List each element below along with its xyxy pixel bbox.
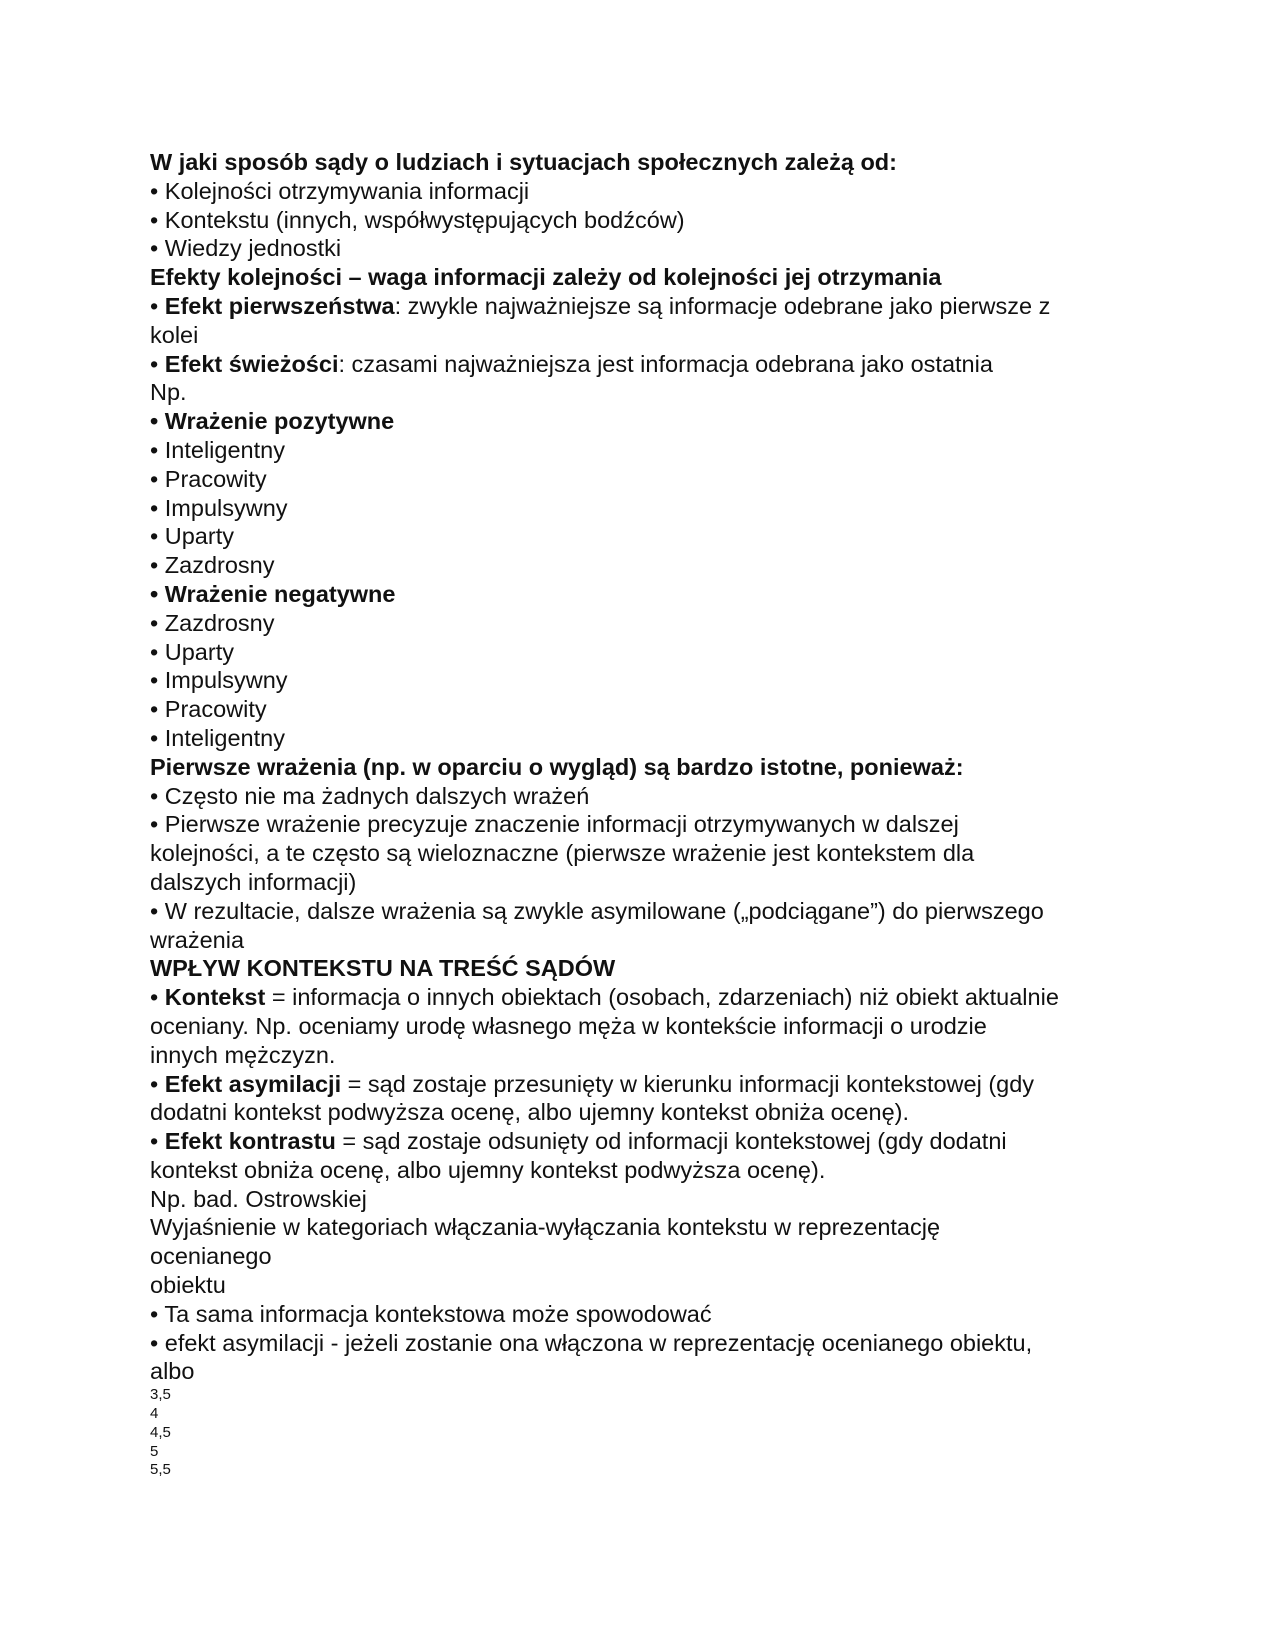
bullet: • xyxy=(150,552,159,579)
list-item-continuation: kolejności, a te często są wieloznaczne (pierwsze wrażenie jest kontekstem dla xyxy=(150,840,975,867)
bullet: • xyxy=(150,177,159,204)
recency-item: • Efekt świeżości: czasami najważniejsza jest informacja odebrana jako ostatnia xyxy=(150,350,993,377)
list-item: • Zazdrosny xyxy=(150,552,275,579)
heading-order-effects: Efekty kolejności – waga informacji zależy od kolejności jej otrzymania xyxy=(150,264,942,291)
bullet: • xyxy=(150,1128,159,1155)
scale-number: 4 xyxy=(150,1405,159,1423)
list-item: • Pracowity xyxy=(150,696,267,723)
assimilation-term: Efekt asymilacji xyxy=(164,1070,342,1097)
primacy-continuation: kolei xyxy=(150,321,199,348)
list-item: • Pierwsze wrażenie precyzuje znaczenie informacji otrzymywanych w dalszej xyxy=(150,811,959,838)
context-continuation: oceniany. Np. oceniamy urodę własnego męża w kontekście informacji o urodzie xyxy=(150,1012,987,1039)
bullet: • xyxy=(150,724,159,751)
bullet: • xyxy=(150,811,159,838)
bullet: • xyxy=(150,580,159,607)
bullet: • xyxy=(150,523,159,550)
list-item-continuation: wrażenia xyxy=(150,926,245,953)
scale-number: 4,5 xyxy=(150,1423,171,1441)
heading-context-influence: WPŁYW KONTEKSTU NA TREŚĆ SĄDÓW xyxy=(150,955,616,982)
contrast-item: • Efekt kontrastu = sąd zostaje odsunięty od informacji kontekstowej (gdy dodatni xyxy=(150,1128,1007,1155)
list-item: • efekt asymilacji - jeżeli zostanie ona włączona w reprezentację ocenianego obiektu, xyxy=(150,1329,1033,1356)
bullet: • xyxy=(150,782,159,809)
bullet: • xyxy=(150,1329,159,1356)
primacy-item: • Efekt pierwszeństwa: zwykle najważniejsze są informacje odebrane jako pierwsze z xyxy=(150,292,1051,319)
heading-first-impressions: Pierwsze wrażenia (np. w oparciu o wygląd) są bardzo istotne, ponieważ: xyxy=(150,753,964,780)
list-item: • Pracowity xyxy=(150,465,267,492)
bullet: • xyxy=(150,667,159,694)
bullet: • xyxy=(150,984,159,1011)
recency-term: Efekt świeżości xyxy=(164,350,339,377)
contrast-term: Efekt kontrastu xyxy=(164,1128,336,1155)
bullet: • xyxy=(150,436,159,463)
bullet: • xyxy=(150,235,159,262)
list-item-continuation: albo xyxy=(150,1358,195,1385)
list-item: • Uparty xyxy=(150,638,234,665)
contrast-continuation: kontekst obniża ocenę, albo ujemny kontekst podwyższa ocenę). xyxy=(150,1156,826,1183)
assimilation-continuation: dodatni kontekst podwyższa ocenę, albo ujemny kontekst obniża ocenę). xyxy=(150,1099,909,1126)
bullet: • xyxy=(150,897,159,924)
bullet: • xyxy=(150,206,159,233)
list-item: • W rezultacie, dalsze wrażenia są zwykle asymilowane („podciągane”) do pierwszego xyxy=(150,897,1044,924)
bullet: • xyxy=(150,465,159,492)
list-item: • Wiedzy jednostki xyxy=(150,235,342,262)
document-page xyxy=(150,148,1130,1480)
list-item: • Często nie ma żadnych dalszych wrażeń xyxy=(150,782,590,809)
list-item-continuation: dalszych informacji) xyxy=(150,868,357,895)
explanation-line: obiektu xyxy=(150,1272,226,1299)
bullet: • xyxy=(150,408,159,435)
list-item: • Kontekstu (innych, współwystępujących bodźców) xyxy=(150,206,685,233)
bullet: • xyxy=(150,350,159,377)
context-continuation: innych mężczyzn. xyxy=(150,1041,336,1068)
positive-title: • Wrażenie pozytywne xyxy=(150,408,395,435)
list-item: • Impulsywny xyxy=(150,667,288,694)
list-item: • Inteligentny xyxy=(150,724,285,751)
example-label: Np. bad. Ostrowskiej xyxy=(150,1185,367,1212)
context-term: Kontekst xyxy=(164,984,266,1011)
bullet: • xyxy=(150,696,159,723)
bullet: • xyxy=(150,292,159,319)
bullet: • xyxy=(150,609,159,636)
list-item: • Inteligentny xyxy=(150,436,285,463)
primacy-term: Efekt pierwszeństwa xyxy=(164,292,395,319)
list-item: • Zazdrosny xyxy=(150,609,275,636)
list-item: • Impulsywny xyxy=(150,494,288,521)
bullet: • xyxy=(150,638,159,665)
example-label: Np. xyxy=(150,379,187,406)
scale-number: 5 xyxy=(150,1442,159,1460)
list-item: • Uparty xyxy=(150,523,234,550)
list-item: • Ta sama informacja kontekstowa może spowodować xyxy=(150,1300,712,1327)
explanation-line: Wyjaśnienie w kategoriach włączania-wyłączania kontekstu w reprezentację xyxy=(150,1214,941,1241)
bullet: • xyxy=(150,1070,159,1097)
assimilation-item: • Efekt asymilacji = sąd zostaje przesunięty w kierunku informacji kontekstowej (gdy xyxy=(150,1070,1035,1097)
context-item: • Kontekst = informacja o innych obiektach (osobach, zdarzeniach) niż obiekt aktualnie xyxy=(150,984,1059,1011)
scale-number: 3,5 xyxy=(150,1386,171,1404)
scale-number: 5,5 xyxy=(150,1461,171,1479)
list-item: • Kolejności otrzymywania informacji xyxy=(150,177,530,204)
bullet: • xyxy=(150,1300,159,1327)
heading-order-context: W jaki sposób sądy o ludziach i sytuacjach społecznych zależą od: xyxy=(150,149,897,175)
bullet: • xyxy=(150,494,159,521)
explanation-line: ocenianego xyxy=(150,1243,272,1270)
negative-title: • Wrażenie negatywne xyxy=(150,580,396,607)
